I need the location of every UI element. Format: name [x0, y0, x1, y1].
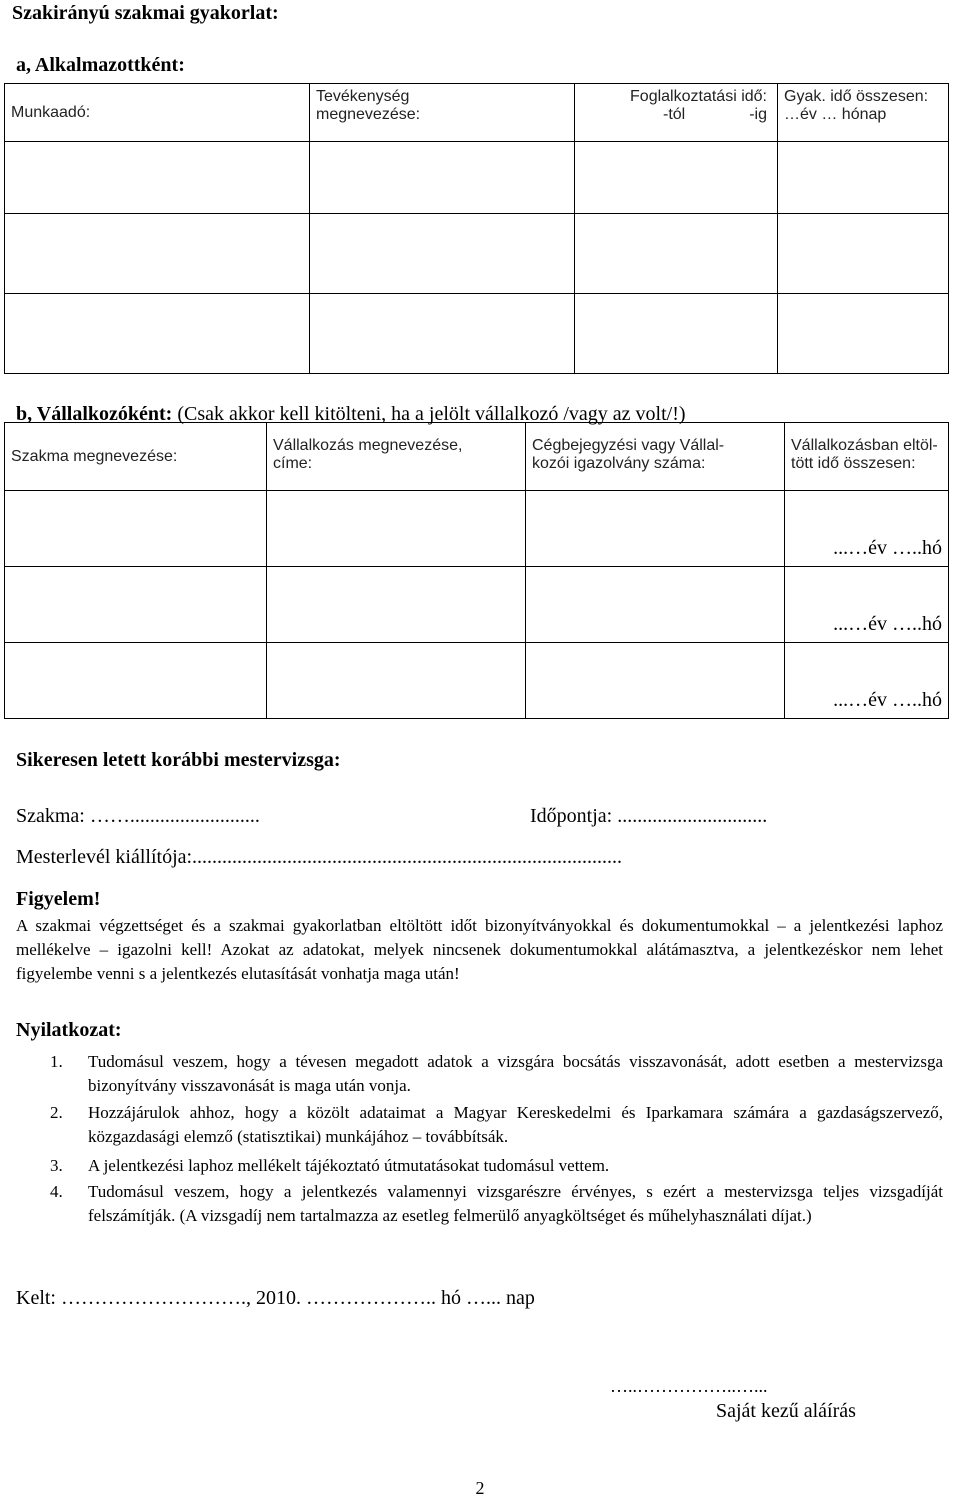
declaration-item: 4. Tudomásul veszem, hogy a jelentkezés valamennyi vizsgarészre érvényes, s ezért a mestervizsga teljes vizsgadíját felszámítják. (A vizsgadíj nem tartalmazza az esetleg felmerülő anyagköltséget és műhelyhasználati díjat.) — [50, 1182, 943, 1225]
year-month-value: ...…év …..hó — [833, 537, 942, 559]
year-month-value: ...…év …..hó — [833, 613, 942, 635]
part-b-title: b, Vállalkozóként: (Csak akkor kell kitölteni, ha a jelölt vállalkozó /vagy az volt/!) — [16, 403, 686, 425]
year-month-value: ...…év …..hó — [833, 689, 942, 711]
period-cell[interactable] — [575, 142, 778, 214]
registration-cell[interactable] — [526, 643, 785, 719]
master-date-field[interactable]: Időpontja: .............................. — [530, 805, 768, 827]
employer-header: Munkaadó: — [5, 84, 310, 142]
registration-cell[interactable] — [526, 567, 785, 643]
time-header: Vállalkozásban eltöl- tött idő összesen: — [785, 423, 949, 491]
period-cell[interactable] — [575, 294, 778, 374]
signature-label: Saját kezű aláírás — [716, 1400, 856, 1422]
company-cell[interactable] — [267, 567, 526, 643]
period-cell[interactable] — [575, 214, 778, 294]
master-trade-field[interactable]: Szakma: …….......................... — [16, 805, 260, 827]
employer-cell[interactable] — [5, 214, 310, 294]
declaration-title: Nyilatkozat: — [16, 1019, 122, 1041]
declaration-item: 2. Hozzájárulok ahhoz, hogy a közölt adataimat a Magyar Kereskedelmi és Iparkamara számára a gazdaságszervező, közgazdasági elemző (statisztikai) munkájához – továbbítsák. — [50, 1103, 943, 1146]
activity-cell[interactable] — [310, 142, 575, 214]
notice-title: Figyelem! — [16, 888, 101, 910]
registration-cell[interactable] — [526, 491, 785, 567]
trade-header: Szakma megnevezése: — [5, 423, 267, 491]
total-cell[interactable] — [778, 142, 949, 214]
part-a-title: a, Alkalmazottként: — [16, 54, 185, 76]
trade-cell[interactable] — [5, 491, 267, 567]
employer-cell[interactable] — [5, 142, 310, 214]
signature-line[interactable]: …..……………..…... — [610, 1376, 768, 1396]
trade-cell[interactable] — [5, 567, 267, 643]
master-issuer-field[interactable]: Mesterlevél kiállítója:...................................................................................... — [16, 846, 623, 868]
time-cell[interactable] — [785, 567, 949, 643]
activity-cell[interactable] — [310, 214, 575, 294]
company-header: Vállalkozás megnevezése, címe: — [267, 423, 526, 491]
time-cell[interactable] — [785, 643, 949, 719]
activity-cell[interactable] — [310, 294, 575, 374]
period-header: Foglalkoztatási idő: -tól -ig — [575, 84, 778, 142]
company-cell[interactable] — [267, 643, 526, 719]
activity-header: Tevékenység megnevezése: — [310, 84, 575, 142]
total-cell[interactable] — [778, 294, 949, 374]
time-cell[interactable] — [785, 491, 949, 567]
total-time-header: Gyak. idő összesen: …év … hónap — [778, 84, 949, 142]
master-exam-title: Sikeresen letett korábbi mestervizsga: — [16, 749, 341, 771]
page-number: 2 — [475, 1478, 485, 1498]
total-cell[interactable] — [778, 214, 949, 294]
date-place-field[interactable]: Kelt: ………………………., 2010. ……………….. hó …... nap — [16, 1287, 535, 1309]
notice-text: A szakmai végzettséget és a szakmai gyakorlatban eltöltött időt bizonyítványokkal és dokumentumokkal – a jelentkezési laphoz mellékelve – igazolni kell! Azokat az adatokat, melyek nincsenek dokumentumokkal alátámasztva, a jelentkezéskor nem lehet figyelembe venni s a jelentkezés elutasítását vonhatja maga után! — [16, 916, 943, 983]
company-cell[interactable] — [267, 491, 526, 567]
enterprise-table — [4, 422, 949, 719]
section-title: Szakirányú szakmai gyakorlat: — [12, 2, 279, 24]
employment-table — [4, 83, 949, 374]
declaration-item: 3. A jelentkezési laphoz mellékelt tájékoztató útmutatásokat tudomásul vettem. — [50, 1156, 610, 1175]
trade-cell[interactable] — [5, 643, 267, 719]
declaration-item: 1. Tudomásul veszem, hogy a tévesen megadott adatok a vizsgára bocsátás visszavonását, adott esetben a mestervizsga bizonyítvány visszavonását is maga után vonja. — [50, 1052, 943, 1095]
registration-header: Cégbejegyzési vagy Vállal- kozói igazolvány száma: — [526, 423, 785, 491]
employer-cell[interactable] — [5, 294, 310, 374]
